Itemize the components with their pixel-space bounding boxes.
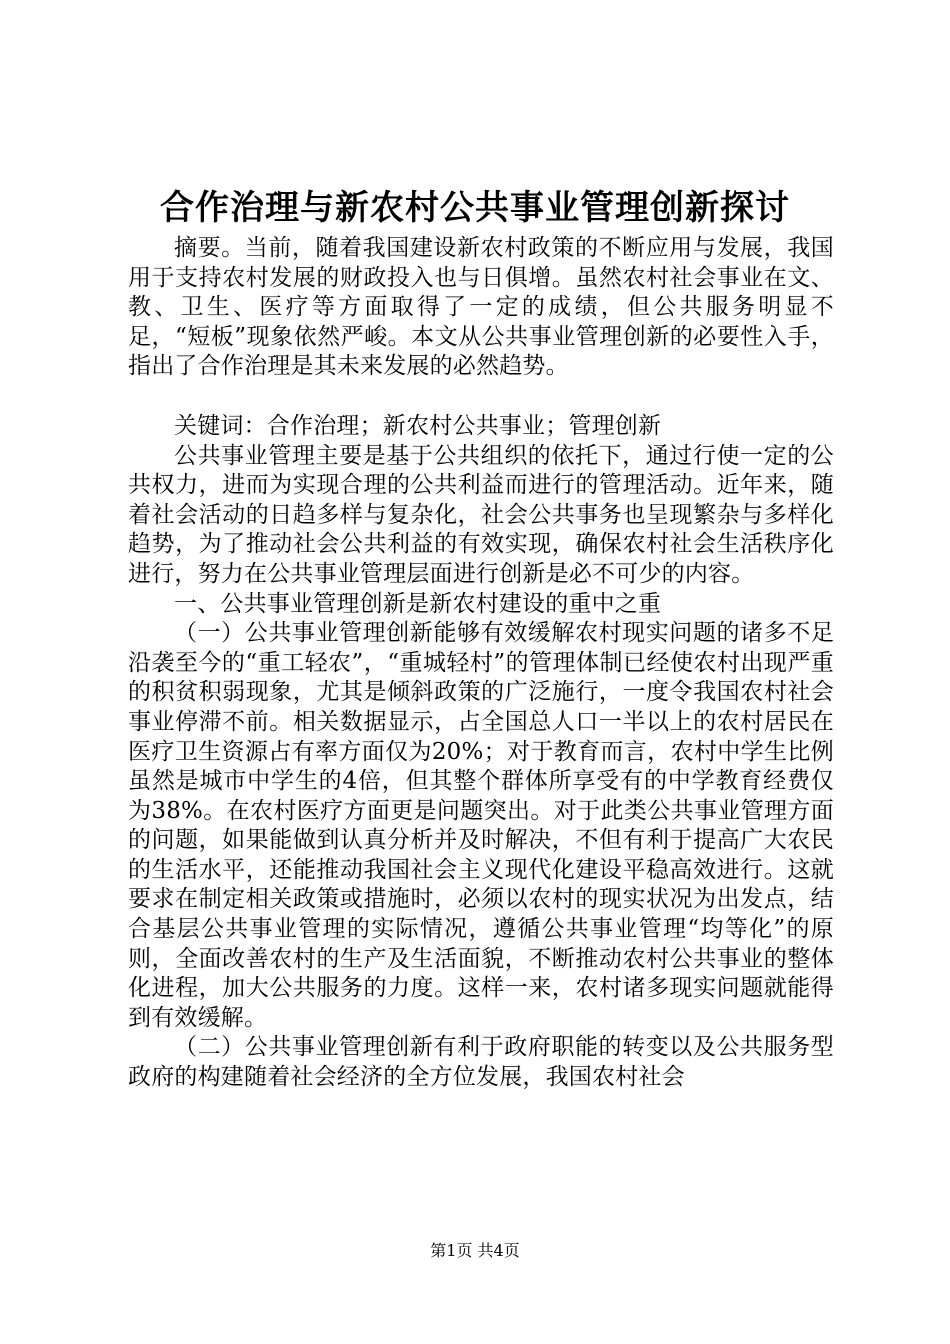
abstract-paragraph: 摘要。当前，随着我国建设新农村政策的不断应用与发展，我国用于支持农村发展的财政投入也与日俱增。虽然农村社会事业在文、教、卫生、医疗等方面取得了一定的成绩，但公共服务明显不足，“短板”现象依然严峻。本文从公共事业管理创新的必要性入手，指出了合作治理是其未来发展的必然趋势。: [128, 235, 834, 380]
section-heading: 一、公共事业管理创新是新农村建设的重中之重: [174, 590, 662, 617]
page-number-footer: 第1页 共4页: [430, 1241, 520, 1260]
keywords-line: 关键词：合作治理；新农村公共事业；管理创新: [174, 412, 662, 439]
body-paragraph: 公共事业管理主要是基于公共组织的依托下，通过行使一定的公共权力，进而为实现合理的公共利益而进行的管理活动。近年来，随着社会活动的日趋多样与复杂化，社会公共事务也呈现繁杂与多样化趋势，为了推动社会公共利益的有效实现，确保农村社会生活秩序化进行，努力在公共事业管理层面进行创新是必不可少的内容。: [128, 442, 834, 587]
document-title: 合作治理与新农村公共事业管理创新探讨: [160, 188, 790, 228]
body-paragraph: （二）公共事业管理创新有利于政府职能的转变以及公共服务型政府的构建随着社会经济的全方位发展，我国农村社会: [128, 1034, 834, 1091]
body-paragraph: （一）公共事业管理创新能够有效缓解农村现实问题的诸多不足沿袭至今的“重工轻农”，“重城轻村”的管理体制已经使农村出现严重的积贫积弱现象，尤其是倾斜政策的广泛施行，一度令我国农村社会事业停滞不前。相关数据显示，占全国总人口一半以上的农村居民在医疗卫生资源占有率方面仅为20%；对于教育而言，农村中学生比例虽然是城市中学生的4倍，但其整个群体所享受有的中学教育经费仅为38%。在农村医疗方面更是问题突出。对于此类公共事业管理方面的问题，如果能做到认真分析并及时解决，不但有利于提高广大农民的生活水平，还能推动我国社会主义现代化建设平稳高效进行。这就要求在制定相关政策或措施时，必须以农村的现实状况为出发点，结合基层公共事业管理的实际情况，遵循公共事业管理“均等化”的原则，全面改善农村的生产及生活面貌，不断推动农村公共事业的整体化进程，加大公共服务的力度。这样一来，农村诸多现实问题就能得到有效缓解。: [128, 620, 834, 1031]
document-body: [128, 234, 834, 1093]
